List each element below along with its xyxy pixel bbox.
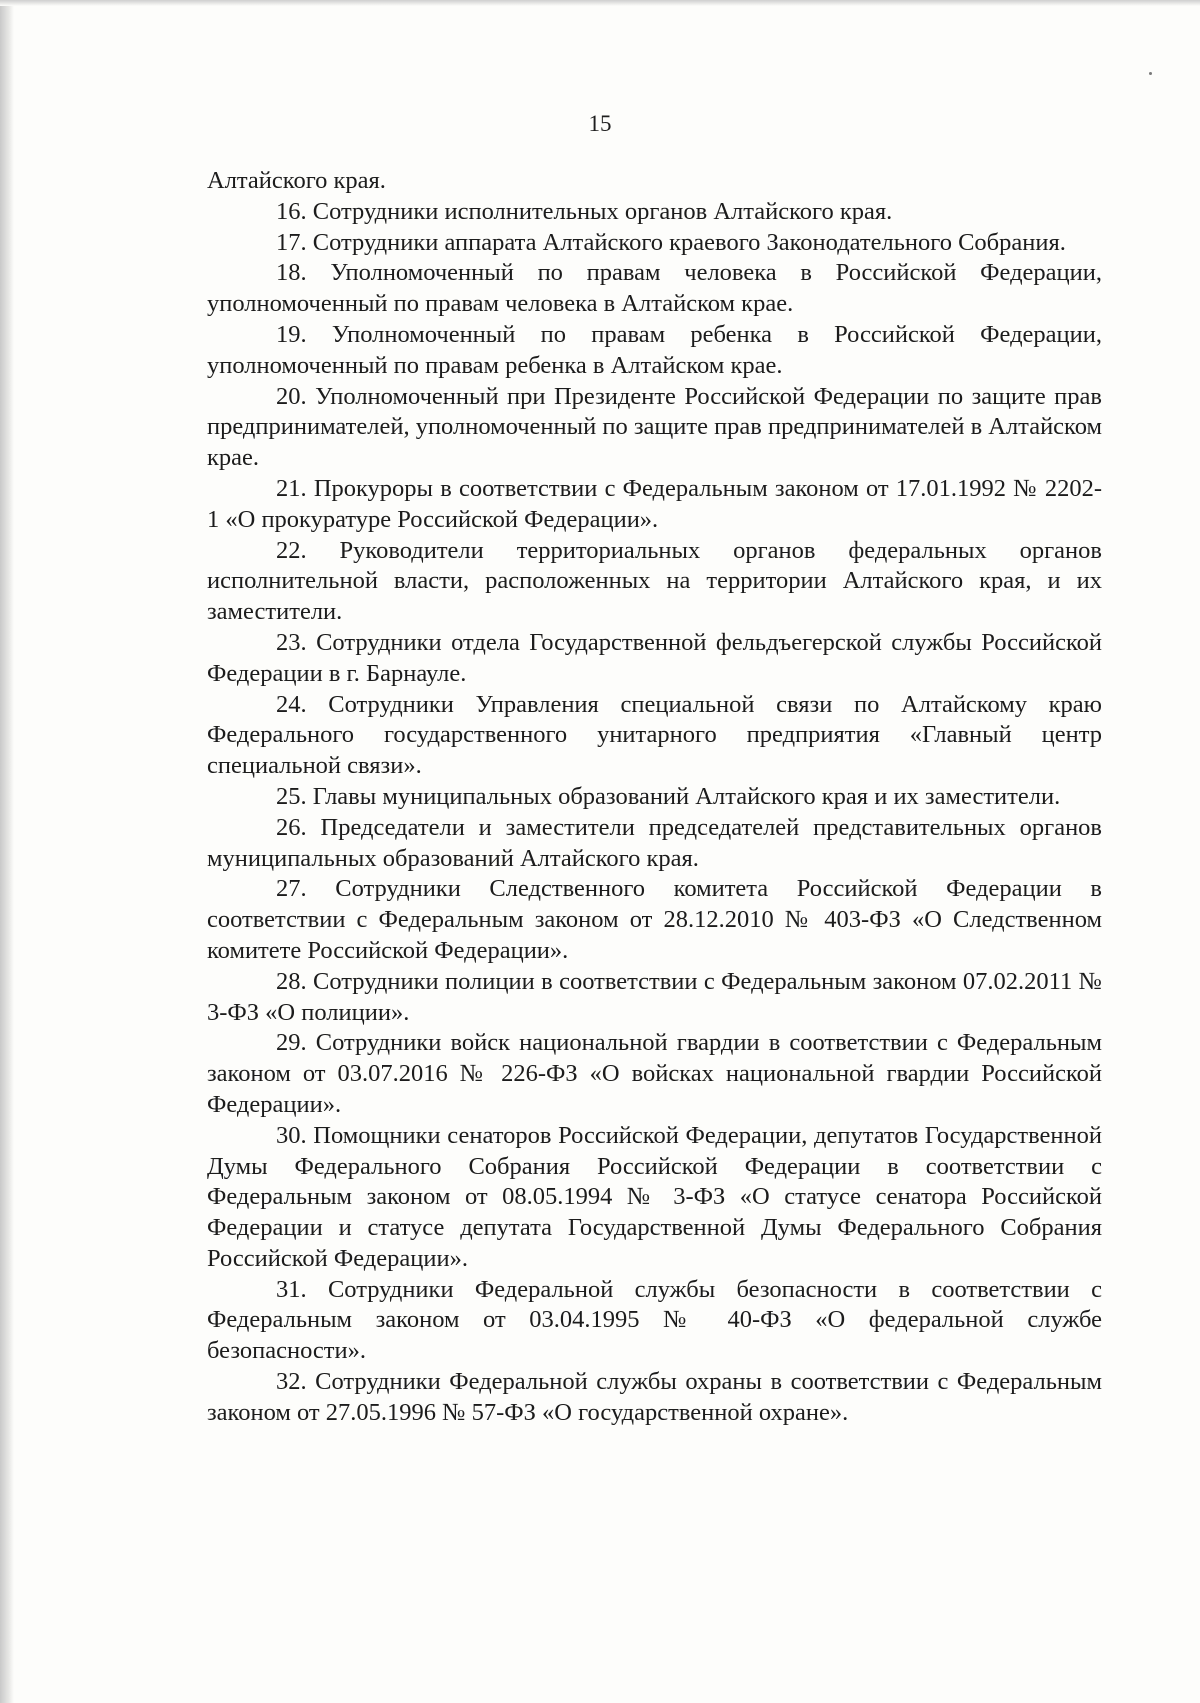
list-item-28: 28. Сотрудники полиции в соответствии с Федеральным законом 07.02.2011 № 3-ФЗ «О полиции». (207, 967, 1102, 1026)
list-item-31: 31. Сотрудники Федеральной службы безопасности в соответствии с Федеральным законом от 03.04.1995 № 40-ФЗ «О федеральной службе безопасности». (207, 1275, 1102, 1365)
list-item-29: 29. Сотрудники войск национальной гвардии в соответствии с Федеральным законом от 03.07.2016 № 226-ФЗ «О войсках национальной гвардии Российской Федерации». (207, 1029, 1102, 1118)
list-item-18: 18. Уполномоченный по правам человека в Российской Федерации, уполномоченный по правам человека в Алтайском крае. (207, 259, 1102, 318)
list-item-22: 22. Руководители территориальных органов федеральных органов исполнительной власти, расположенных на территории Алтайского края, и их заместители. (207, 536, 1102, 626)
page-number: 15 (588, 111, 612, 136)
list-item-24: 24. Сотрудники Управления специальной связи по Алтайскому краю Федерального государственного унитарного предприятия «Главный центр специальной связи». (207, 690, 1102, 780)
document-body (207, 166, 1102, 1429)
scan-edge-left (0, 0, 14, 1703)
paragraph-continuation: Алтайского края. (207, 167, 386, 194)
list-item-21: 21. Прокуроры в соответствии с Федеральным законом от 17.01.1992 № 2202-1 «О прокуратуре Российской Федерации». (207, 474, 1102, 533)
list-item-20: 20. Уполномоченный при Президенте Российской Федерации по защите прав предпринимателей, уполномоченный по защите прав предпринимателей в Алтайском крае. (207, 382, 1102, 472)
list-item-26: 26. Председатели и заместители председателей представительных органов муниципальных образований Алтайского края. (207, 813, 1102, 872)
list-item-19: 19. Уполномоченный по правам ребенка в Российской Федерации, уполномоченный по правам ребенка в Алтайском крае. (207, 320, 1102, 379)
scan-speck (1149, 72, 1152, 75)
list-item-27: 27. Сотрудники Следственного комитета Российской Федерации в соответствии с Федеральным законом от 28.12.2010 № 403-ФЗ «О Следственном комитете Российской Федерации». (207, 875, 1102, 964)
list-item-16: 16. Сотрудники исполнительных органов Алтайского края. (276, 197, 893, 225)
list-item-32: 32. Сотрудники Федеральной службы охраны в соответствии с Федеральным законом от 27.05.1996 № 57-ФЗ «О государственной охране». (207, 1368, 1102, 1426)
list-item-30: 30. Помощники сенаторов Российской Федерации, депутатов Государственной Думы Федерального Собрания Российской Федерации в соответствии с Федеральным законом от 08.05.1994 № 3-ФЗ «О статусе сенатора Российской Федерации и статусе депутата Государственной Думы Федерального Собрания Российской Федерации». (207, 1121, 1102, 1272)
list-item-23: 23. Сотрудники отдела Государственной фельдъегерской службы Российской Федерации в г. Барнауле. (207, 628, 1102, 687)
list-item-25: 25. Главы муниципальных образований Алтайского края и их заместители. (276, 782, 1061, 810)
list-item-17: 17. Сотрудники аппарата Алтайского краевого Законодательного Собрания. (276, 228, 1066, 256)
scan-edge-top (0, 0, 1200, 6)
